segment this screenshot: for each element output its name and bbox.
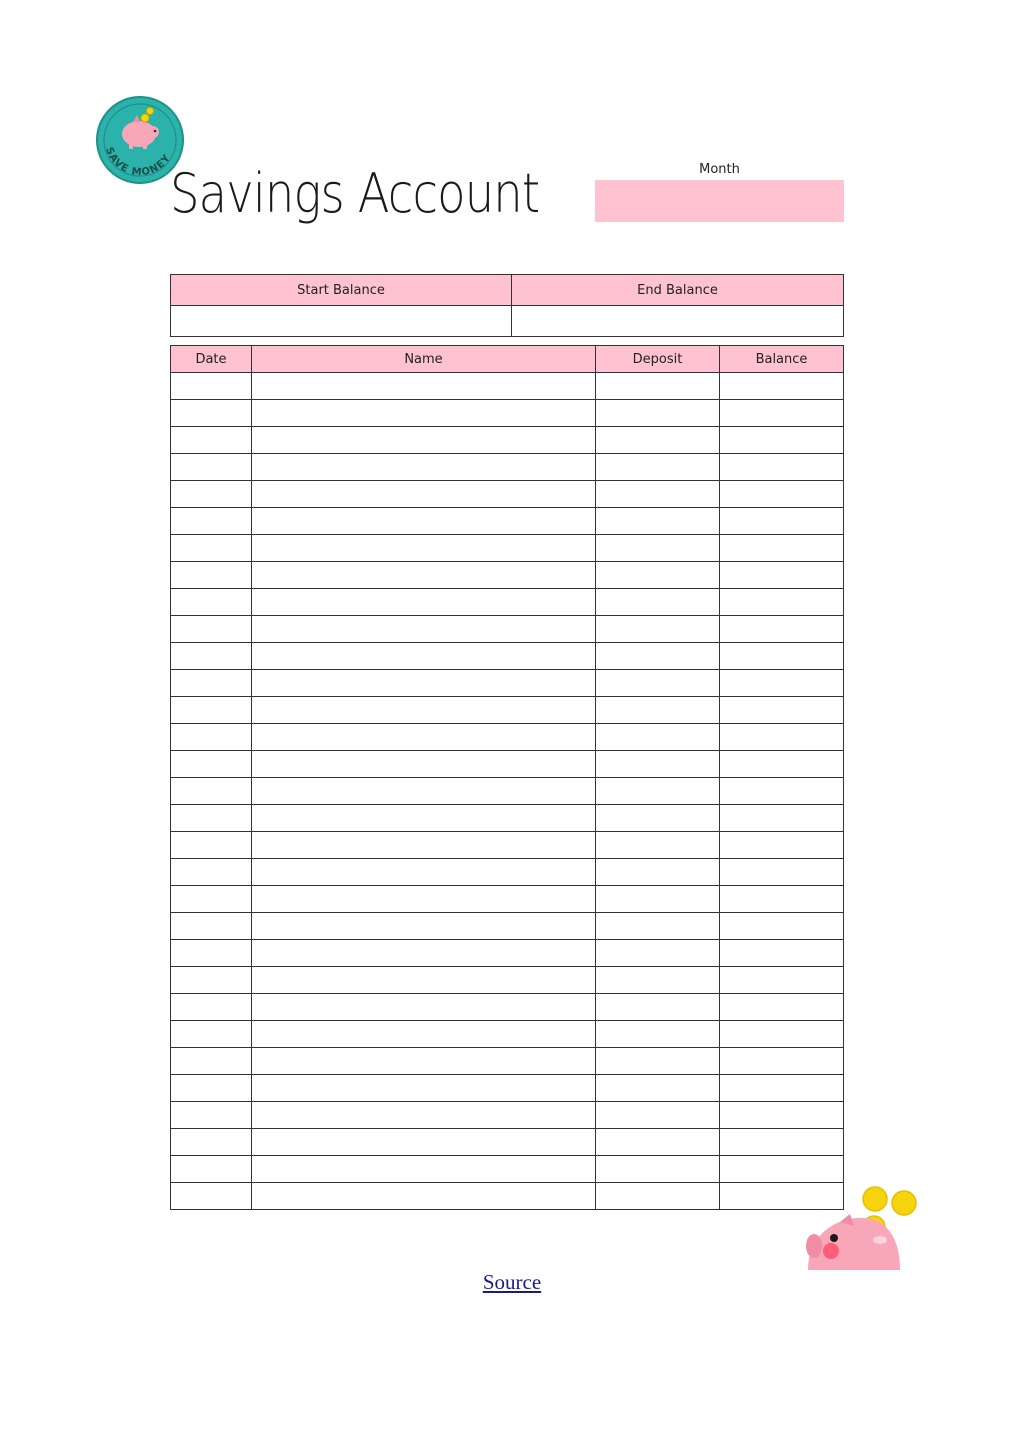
balance-cell[interactable] <box>720 940 844 967</box>
balance-cell[interactable] <box>720 913 844 940</box>
deposit-cell[interactable] <box>596 670 720 697</box>
table-row <box>171 562 844 589</box>
balance-cell[interactable] <box>720 400 844 427</box>
date-cell[interactable] <box>171 805 252 832</box>
deposit-cell[interactable] <box>596 535 720 562</box>
table-row <box>171 400 844 427</box>
table-row <box>171 751 844 778</box>
balance-cell[interactable] <box>720 535 844 562</box>
table-row <box>171 1156 844 1183</box>
balance-cell[interactable] <box>720 886 844 913</box>
balance-cell[interactable] <box>720 751 844 778</box>
balance-cell[interactable] <box>720 373 844 400</box>
deposit-cell[interactable] <box>596 643 720 670</box>
deposit-cell[interactable] <box>596 1048 720 1075</box>
deposit-cell[interactable] <box>596 940 720 967</box>
source-link[interactable]: Source <box>482 1270 542 1294</box>
table-row <box>171 1102 844 1129</box>
deposit-cell[interactable] <box>596 751 720 778</box>
name-cell[interactable] <box>252 427 596 454</box>
end-balance-header: End Balance <box>512 275 844 306</box>
piggy-bank-illustration <box>800 1182 925 1272</box>
table-row <box>171 886 844 913</box>
name-cell[interactable] <box>252 616 596 643</box>
date-cell[interactable] <box>171 454 252 481</box>
deposit-cell[interactable] <box>596 724 720 751</box>
name-cell[interactable] <box>252 724 596 751</box>
balance-summary-table <box>170 274 844 337</box>
svg-text:SAVE MONEY: SAVE MONEY <box>103 145 174 179</box>
balance-cell[interactable] <box>720 1048 844 1075</box>
balance-cell[interactable] <box>720 724 844 751</box>
name-cell[interactable] <box>252 454 596 481</box>
deposit-cell[interactable] <box>596 994 720 1021</box>
name-cell[interactable] <box>252 400 596 427</box>
table-row <box>171 724 844 751</box>
name-cell[interactable] <box>252 373 596 400</box>
balance-cell[interactable] <box>720 1156 844 1183</box>
balance-cell[interactable] <box>720 643 844 670</box>
name-cell[interactable] <box>252 1156 596 1183</box>
date-cell[interactable] <box>171 967 252 994</box>
balance-cell[interactable] <box>720 562 844 589</box>
date-cell[interactable] <box>171 832 252 859</box>
table-row <box>171 589 844 616</box>
name-cell[interactable] <box>252 697 596 724</box>
name-cell[interactable] <box>252 1183 596 1210</box>
table-row <box>171 454 844 481</box>
deposit-cell[interactable] <box>596 778 720 805</box>
balance-cell[interactable] <box>720 454 844 481</box>
balance-cell[interactable] <box>720 967 844 994</box>
table-row <box>171 1129 844 1156</box>
table-row <box>171 535 844 562</box>
page-title: Savings Account <box>170 162 540 225</box>
table-row <box>171 373 844 400</box>
deposit-cell[interactable] <box>596 697 720 724</box>
date-cell[interactable] <box>171 535 252 562</box>
deposit-cell[interactable] <box>596 616 720 643</box>
deposit-cell[interactable] <box>596 805 720 832</box>
start-balance-field[interactable] <box>171 306 512 337</box>
start-balance-header: Start Balance <box>171 275 512 306</box>
deposit-cell[interactable] <box>596 400 720 427</box>
savings-log-body <box>171 373 844 1210</box>
balance-cell[interactable] <box>720 994 844 1021</box>
date-cell[interactable] <box>171 400 252 427</box>
date-cell[interactable] <box>171 994 252 1021</box>
date-cell[interactable] <box>171 1129 252 1156</box>
deposit-column-header: Deposit <box>596 346 720 373</box>
deposit-cell[interactable] <box>596 589 720 616</box>
name-cell[interactable] <box>252 1075 596 1102</box>
date-cell[interactable] <box>171 670 252 697</box>
date-cell[interactable] <box>171 589 252 616</box>
balance-cell[interactable] <box>720 832 844 859</box>
table-row <box>171 805 844 832</box>
savings-log-table <box>170 345 844 1210</box>
name-cell[interactable] <box>252 535 596 562</box>
table-row <box>171 1075 844 1102</box>
table-row <box>171 778 844 805</box>
date-cell[interactable] <box>171 1156 252 1183</box>
month-label: Month <box>699 162 740 177</box>
name-cell[interactable] <box>252 751 596 778</box>
name-cell[interactable] <box>252 778 596 805</box>
table-row <box>171 670 844 697</box>
date-cell[interactable] <box>171 643 252 670</box>
balance-cell[interactable] <box>720 859 844 886</box>
table-row <box>171 697 844 724</box>
date-cell[interactable] <box>171 1021 252 1048</box>
balance-cell[interactable] <box>720 1129 844 1156</box>
date-cell[interactable] <box>171 751 252 778</box>
date-cell[interactable] <box>171 1102 252 1129</box>
name-cell[interactable] <box>252 1021 596 1048</box>
date-cell[interactable] <box>171 1075 252 1102</box>
deposit-cell[interactable] <box>596 913 720 940</box>
name-cell[interactable] <box>252 994 596 1021</box>
balance-cell[interactable] <box>720 697 844 724</box>
table-row <box>171 643 844 670</box>
name-cell[interactable] <box>252 886 596 913</box>
balance-cell[interactable] <box>720 778 844 805</box>
deposit-cell[interactable] <box>596 1156 720 1183</box>
balance-cell[interactable] <box>720 670 844 697</box>
balance-cell[interactable] <box>720 481 844 508</box>
deposit-cell[interactable] <box>596 508 720 535</box>
month-field[interactable] <box>595 180 844 222</box>
balance-cell[interactable] <box>720 508 844 535</box>
date-cell[interactable] <box>171 724 252 751</box>
date-cell[interactable] <box>171 373 252 400</box>
balance-cell[interactable] <box>720 589 844 616</box>
deposit-cell[interactable] <box>596 373 720 400</box>
name-cell[interactable] <box>252 805 596 832</box>
table-row <box>171 1048 844 1075</box>
name-cell[interactable] <box>252 1048 596 1075</box>
deposit-cell[interactable] <box>596 1129 720 1156</box>
balance-cell[interactable] <box>720 1102 844 1129</box>
name-cell[interactable] <box>252 832 596 859</box>
deposit-cell[interactable] <box>596 562 720 589</box>
name-cell[interactable] <box>252 859 596 886</box>
date-cell[interactable] <box>171 886 252 913</box>
name-column-header: Name <box>252 346 596 373</box>
name-cell[interactable] <box>252 913 596 940</box>
balance-cell[interactable] <box>720 1075 844 1102</box>
table-row <box>171 913 844 940</box>
date-cell[interactable] <box>171 1183 252 1210</box>
table-row <box>171 994 844 1021</box>
date-cell[interactable] <box>171 508 252 535</box>
deposit-cell[interactable] <box>596 886 720 913</box>
piggy-bank-icon <box>800 1182 925 1272</box>
deposit-cell[interactable] <box>596 859 720 886</box>
date-cell[interactable] <box>171 562 252 589</box>
deposit-cell[interactable] <box>596 427 720 454</box>
date-cell[interactable] <box>171 697 252 724</box>
date-cell[interactable] <box>171 427 252 454</box>
date-column-header: Date <box>171 346 252 373</box>
name-cell[interactable] <box>252 967 596 994</box>
deposit-cell[interactable] <box>596 967 720 994</box>
end-balance-field[interactable] <box>512 306 844 337</box>
name-cell[interactable] <box>252 643 596 670</box>
deposit-cell[interactable] <box>596 481 720 508</box>
deposit-cell[interactable] <box>596 832 720 859</box>
balance-cell[interactable] <box>720 1021 844 1048</box>
balance-cell[interactable] <box>720 805 844 832</box>
date-cell[interactable] <box>171 913 252 940</box>
deposit-cell[interactable] <box>596 1102 720 1129</box>
name-cell[interactable] <box>252 1102 596 1129</box>
table-row <box>171 508 844 535</box>
table-row <box>171 1021 844 1048</box>
balance-column-header: Balance <box>720 346 844 373</box>
name-cell[interactable] <box>252 670 596 697</box>
date-cell[interactable] <box>171 616 252 643</box>
deposit-cell[interactable] <box>596 1183 720 1210</box>
deposit-cell[interactable] <box>596 1075 720 1102</box>
date-cell[interactable] <box>171 940 252 967</box>
table-row <box>171 1183 844 1210</box>
table-row <box>171 427 844 454</box>
date-cell[interactable] <box>171 859 252 886</box>
date-cell[interactable] <box>171 481 252 508</box>
name-cell[interactable] <box>252 589 596 616</box>
name-cell[interactable] <box>252 940 596 967</box>
balance-cell[interactable] <box>720 427 844 454</box>
name-cell[interactable] <box>252 508 596 535</box>
date-cell[interactable] <box>171 1048 252 1075</box>
name-cell[interactable] <box>252 1129 596 1156</box>
name-cell[interactable] <box>252 481 596 508</box>
table-row <box>171 616 844 643</box>
table-row <box>171 940 844 967</box>
deposit-cell[interactable] <box>596 1021 720 1048</box>
table-row <box>171 859 844 886</box>
table-row <box>171 967 844 994</box>
table-row <box>171 832 844 859</box>
balance-cell[interactable] <box>720 616 844 643</box>
deposit-cell[interactable] <box>596 454 720 481</box>
date-cell[interactable] <box>171 778 252 805</box>
name-cell[interactable] <box>252 562 596 589</box>
table-row <box>171 481 844 508</box>
